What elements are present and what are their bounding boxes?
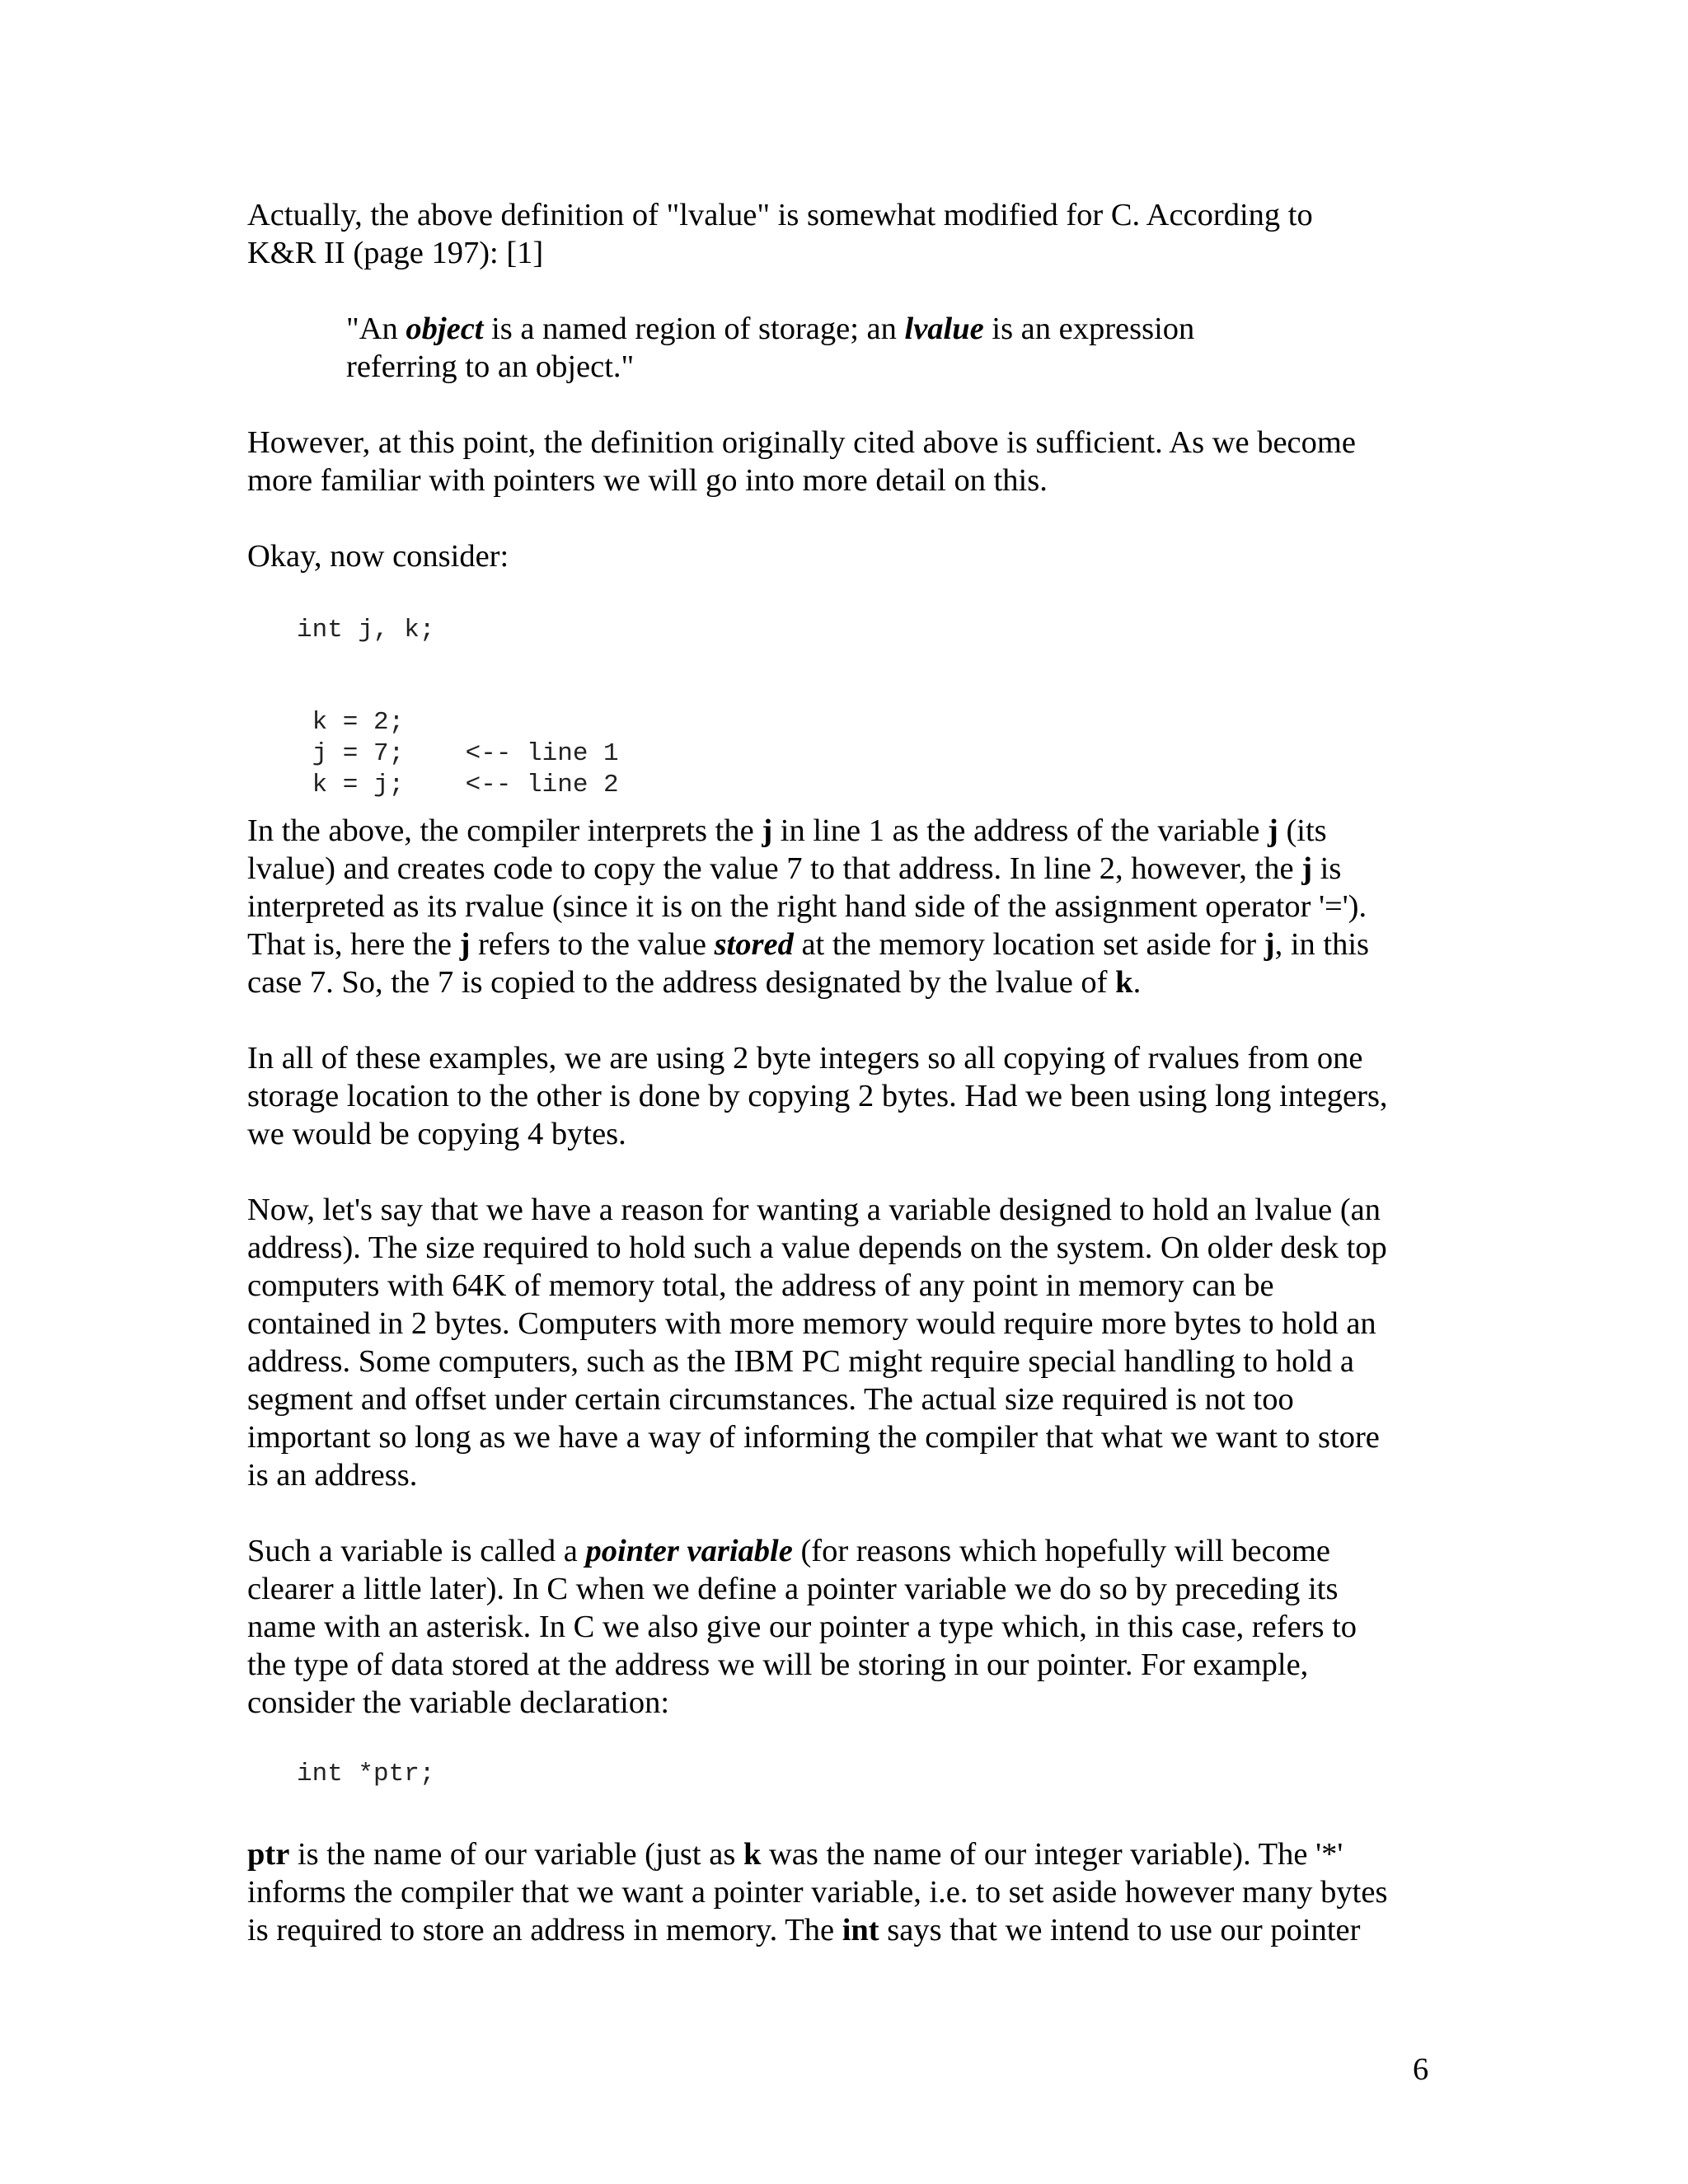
text-span: is a named region of storage; an bbox=[483, 312, 905, 346]
text-line: contained in 2 bytes. Computers with more memory would require more bytes to hold an bbox=[247, 1306, 1376, 1341]
text-line: referring to an object." bbox=[346, 349, 635, 384]
text-span: is an expression bbox=[983, 312, 1195, 346]
text-line bbox=[247, 926, 1459, 963]
bold-j: j bbox=[1301, 851, 1313, 886]
text-line: Now, let's say that we have a reason for wanting a variable designed to hold an lvalue (an bbox=[247, 1193, 1381, 1227]
text-span: (for reasons which hopefully will become bbox=[792, 1534, 1330, 1568]
text-line: interpreted as its rvalue (since it is on the right hand side of the assignment operator '='). bbox=[247, 889, 1367, 924]
bold-j: j bbox=[1264, 927, 1275, 962]
text-line bbox=[247, 1911, 1459, 1949]
code-line: j = 7; <-- line 1 bbox=[297, 739, 619, 768]
code-line: k = 2; bbox=[297, 708, 405, 737]
bold-j: j bbox=[1268, 813, 1278, 848]
text-line: storage location to the other is done by copying 2 bytes. Had we been using long integers, bbox=[247, 1079, 1388, 1113]
text-line: Actually, the above definition of "lvalue" is somewhat modified for C. According to bbox=[247, 198, 1313, 232]
text-line: more familiar with pointers we will go into more detail on this. bbox=[247, 463, 1048, 498]
text-span: refers to the value bbox=[470, 927, 715, 962]
text-span: case 7. So, the 7 is copied to the address designated by the lvalue of bbox=[247, 965, 1116, 1000]
text-line bbox=[247, 812, 1459, 850]
page-number: 6 bbox=[1413, 2052, 1429, 2087]
text-line: However, at this point, the definition originally cited above is sufficient. As we become bbox=[247, 425, 1356, 460]
text-line: the type of data stored at the address we will be storing in our pointer. For example, bbox=[247, 1647, 1309, 1682]
text-line bbox=[346, 310, 1335, 348]
paragraph-pointer-variable bbox=[247, 1532, 1459, 1722]
paragraph-ptr-explanation bbox=[247, 1835, 1459, 1949]
bold-k: k bbox=[743, 1837, 762, 1872]
paragraph-address-size bbox=[247, 1191, 1459, 1494]
text-span: was the name of our integer variable). The '*' bbox=[761, 1837, 1343, 1872]
text-line: Okay, now consider: bbox=[247, 539, 509, 574]
text-line bbox=[247, 850, 1459, 888]
text-line: segment and offset under certain circumstances. The actual size required is not too bbox=[247, 1382, 1294, 1417]
text-line: we would be copying 4 bytes. bbox=[247, 1117, 626, 1151]
bold-j: j bbox=[459, 927, 471, 962]
text-line: informs the compiler that we want a pointer variable, i.e. to set aside however many bytes bbox=[247, 1875, 1388, 1910]
bold-k: k bbox=[1115, 965, 1133, 1000]
text-line: computers with 64K of memory total, the address of any point in memory can be bbox=[247, 1268, 1274, 1303]
bold-ptr: ptr bbox=[247, 1837, 290, 1872]
text-span: . bbox=[1132, 965, 1142, 1000]
text-line: clearer a little later). In C when we define a pointer variable we do so by preceding its bbox=[247, 1572, 1339, 1606]
text-line: is an address. bbox=[247, 1458, 418, 1493]
paragraph-compiler-interprets bbox=[247, 812, 1459, 1001]
emphasis-pointer-variable: pointer variable bbox=[585, 1534, 793, 1568]
text-line: K&R II (page 197): [1] bbox=[247, 236, 544, 270]
code-line: k = j; <-- line 2 bbox=[297, 771, 619, 799]
text-line: consider the variable declaration: bbox=[247, 1685, 670, 1720]
text-span: is bbox=[1312, 851, 1342, 886]
text-line: important so long as we have a way of informing the compiler that what we want to store bbox=[247, 1420, 1380, 1455]
paragraph-consider bbox=[247, 537, 1459, 575]
text-line: name with an asterisk. In C we also give our pointer a type which, in this case, refers to bbox=[247, 1610, 1357, 1644]
text-span: (its bbox=[1278, 813, 1327, 848]
paragraph-lvalue-definition bbox=[247, 196, 1459, 272]
emphasis-lvalue: lvalue bbox=[904, 312, 984, 346]
text-line: In all of these examples, we are using 2 byte integers so all copying of rvalues from one bbox=[247, 1041, 1363, 1076]
text-line bbox=[247, 1532, 1459, 1570]
text-line: address). The size required to hold such a value depends on the system. On older desk top bbox=[247, 1230, 1387, 1265]
code-line: int *ptr; bbox=[297, 1760, 435, 1788]
bold-j: j bbox=[762, 813, 773, 848]
text-span: In the above, the compiler interprets the bbox=[247, 813, 762, 848]
paragraph-sufficient bbox=[247, 424, 1459, 499]
text-line: address. Some computers, such as the IBM PC might require special handling to hold a bbox=[247, 1344, 1354, 1379]
text-span: That is, here the bbox=[247, 927, 460, 962]
emphasis-object: object bbox=[406, 312, 484, 346]
text-span: "An bbox=[346, 312, 406, 346]
text-span: in line 1 as the address of the variable bbox=[772, 813, 1268, 848]
text-span: is the name of our variable (just as bbox=[289, 1837, 743, 1872]
paragraph-byte-integers bbox=[247, 1039, 1459, 1153]
text-line bbox=[247, 1835, 1459, 1873]
text-span: says that we intend to use our pointer bbox=[879, 1913, 1361, 1947]
text-span: lvalue) and creates code to copy the value 7 to that address. In line 2, however, the bbox=[247, 851, 1302, 886]
bold-int: int bbox=[842, 1913, 879, 1947]
text-span: at the memory location set aside for bbox=[793, 927, 1264, 962]
text-span: , in this bbox=[1274, 927, 1370, 962]
emphasis-stored: stored bbox=[714, 927, 794, 962]
text-span: Such a variable is called a bbox=[247, 1534, 586, 1568]
code-line: int j, k; bbox=[297, 616, 435, 644]
text-span: is required to store an address in memory. The bbox=[247, 1913, 842, 1947]
text-line bbox=[247, 963, 1459, 1001]
block-quote bbox=[346, 310, 1335, 386]
